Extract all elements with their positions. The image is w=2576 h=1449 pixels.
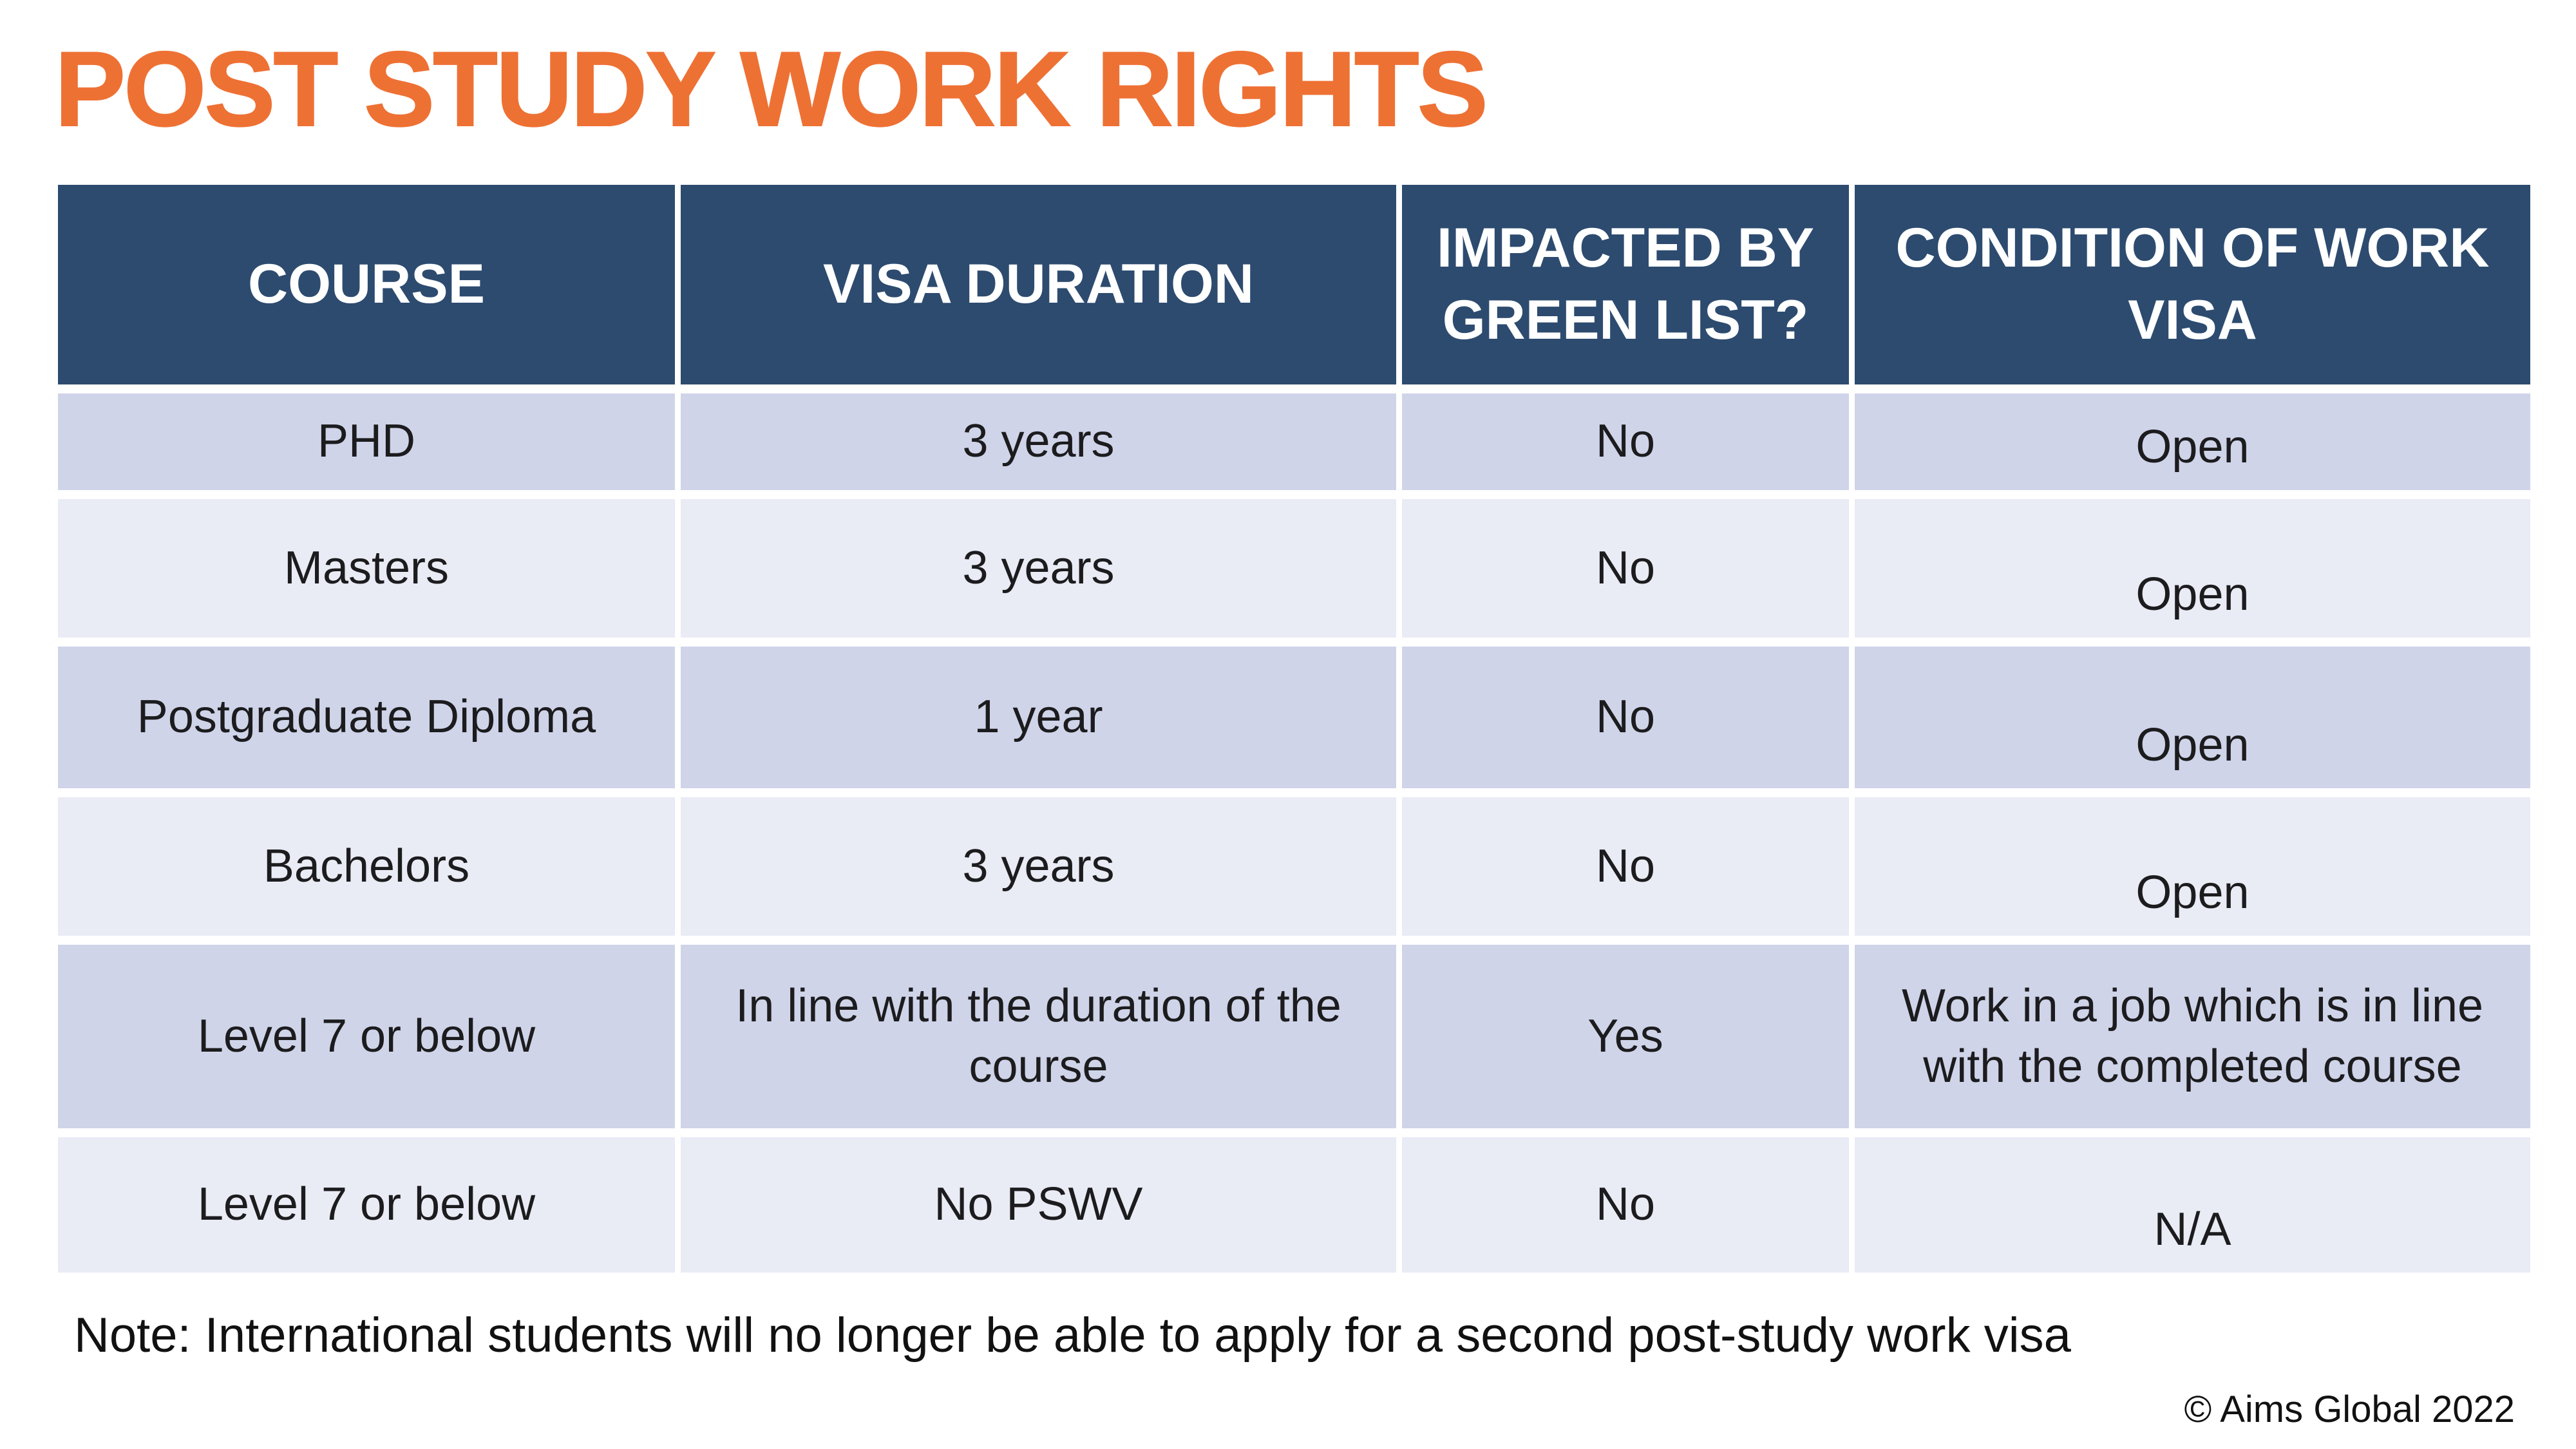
header-cell-impacted-by-green-list: IMPACTED BY GREEN LIST? xyxy=(1402,185,1849,384)
cell-course: Masters xyxy=(58,499,675,638)
cell-visa-duration: No PSWV xyxy=(681,1137,1396,1273)
cell-condition-of-work-visa: Work in a job which is in line with the completed course xyxy=(1855,945,2530,1128)
cell-impacted-by-green-list: No xyxy=(1402,499,1849,638)
table-row xyxy=(58,945,2530,1128)
cell-course: PHD xyxy=(58,393,675,490)
cell-visa-duration: In line with the duration of the course xyxy=(681,945,1396,1128)
header-row xyxy=(58,185,2530,384)
cell-condition-of-work-visa: N/A xyxy=(1855,1137,2530,1273)
cell-visa-duration: 3 years xyxy=(681,499,1396,638)
cell-impacted-by-green-list: Yes xyxy=(1402,945,1849,1128)
cell-impacted-by-green-list: No xyxy=(1402,647,1849,788)
cell-course: Level 7 or below xyxy=(58,1137,675,1273)
header-cell-course: COURSE xyxy=(58,185,675,384)
table-row xyxy=(58,1137,2530,1273)
cell-course: Postgraduate Diploma xyxy=(58,647,675,788)
cell-course: Bachelors xyxy=(58,797,675,936)
cell-visa-duration: 3 years xyxy=(681,797,1396,936)
header-cell-condition-of-work-visa: CONDITION OF WORK VISA xyxy=(1855,185,2530,384)
table-row xyxy=(58,393,2530,490)
copyright-text: © Aims Global 2022 xyxy=(2184,1388,2515,1431)
cell-condition-of-work-visa: Open xyxy=(1855,393,2530,490)
header-cell-visa-duration: VISA DURATION xyxy=(681,185,1396,384)
cell-impacted-by-green-list: No xyxy=(1402,797,1849,936)
note-text: Note: International students will no longer be able to apply for a second post-study work visa xyxy=(74,1308,2071,1363)
cell-condition-of-work-visa: Open xyxy=(1855,647,2530,788)
cell-impacted-by-green-list: No xyxy=(1402,393,1849,490)
cell-visa-duration: 3 years xyxy=(681,393,1396,490)
cell-course: Level 7 or below xyxy=(58,945,675,1128)
post-study-work-rights-table xyxy=(52,176,2536,1282)
table-row xyxy=(58,797,2530,936)
cell-visa-duration: 1 year xyxy=(681,647,1396,788)
cell-condition-of-work-visa: Open xyxy=(1855,499,2530,638)
page-title: POST STUDY WORK RIGHTS xyxy=(55,30,1486,148)
cell-impacted-by-green-list: No xyxy=(1402,1137,1849,1273)
table-row xyxy=(58,499,2530,638)
cell-condition-of-work-visa: Open xyxy=(1855,797,2530,936)
table-row xyxy=(58,647,2530,788)
